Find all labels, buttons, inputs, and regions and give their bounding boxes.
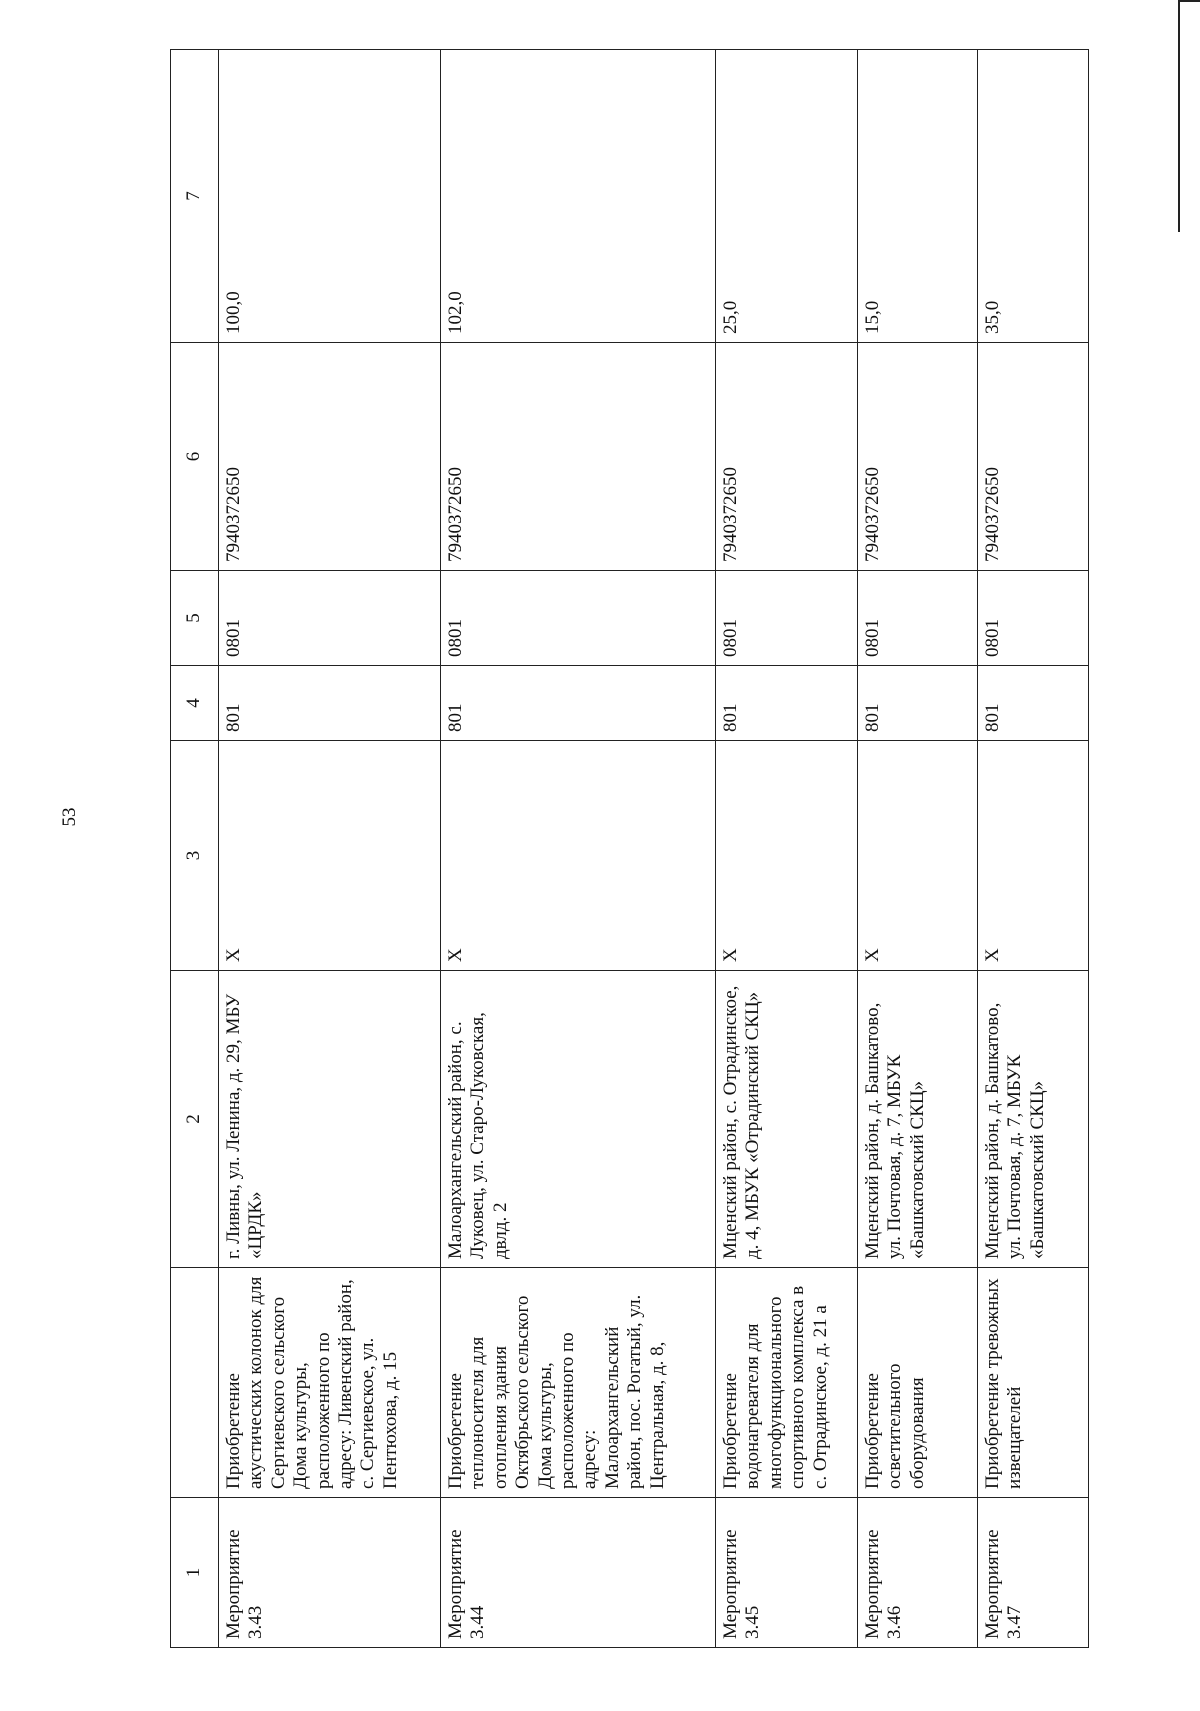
header-col-name xyxy=(171,1268,219,1498)
row-id: Мероприятие 3.47 xyxy=(978,1498,1089,1648)
row-col6: 7940372650 xyxy=(441,343,716,571)
row-col3: X xyxy=(219,741,441,971)
header-col-7: 7 xyxy=(171,50,219,343)
row-col5: 0801 xyxy=(978,571,1089,666)
header-col-3: 3 xyxy=(171,741,219,971)
row-col4: 801 xyxy=(858,666,978,741)
row-address: Мценский район, д. Башкатово, ул. Почтовая, д. 7, МБУК «Башкатовский СКЦ» xyxy=(978,971,1089,1268)
row-col7: 102,0 xyxy=(441,50,716,343)
row-col4: 801 xyxy=(978,666,1089,741)
row-col6: 7940372650 xyxy=(858,343,978,571)
table-row xyxy=(858,50,978,1648)
measures-table-rotated xyxy=(170,50,1088,1648)
row-name: Приобретение теплоносителя для отопления здания Октябрьского сельского Дома культуры, расположенного по адресу: Малоархангельский район, пос. Рогатый, ул. Центральная, д. 8, xyxy=(441,1268,716,1498)
header-col-2: 2 xyxy=(171,971,219,1268)
row-name: Приобретение акустических колонок для Сергиевского сельского Дома культуры, расположенного по адресу: Ливенский район, с. Сергиевское, ул. Пентюхова, д. 15 xyxy=(219,1268,441,1498)
row-col6: 7940372650 xyxy=(219,343,441,571)
header-col-6: 6 xyxy=(171,343,219,571)
row-col5: 0801 xyxy=(441,571,716,666)
row-col6: 7940372650 xyxy=(716,343,858,571)
row-col4: 801 xyxy=(441,666,716,741)
row-col5: 0801 xyxy=(858,571,978,666)
row-address: Мценский район, с. Отрадинское, д. 4, МБУК «Отрадинский СКЦ» xyxy=(716,971,858,1268)
corner-crop-mark xyxy=(1178,0,1200,232)
row-col6: 7940372650 xyxy=(978,343,1089,571)
row-id: Мероприятие 3.46 xyxy=(858,1498,978,1648)
row-col5: 0801 xyxy=(219,571,441,666)
row-col5: 0801 xyxy=(716,571,858,666)
table-row xyxy=(716,50,858,1648)
row-col7: 25,0 xyxy=(716,50,858,343)
row-address: Малоархангельский район, с. Луковец, ул. Старо-Луковская, двлд. 2 xyxy=(441,971,716,1268)
row-col3: X xyxy=(858,741,978,971)
row-id: Мероприятие 3.43 xyxy=(219,1498,441,1648)
row-col3: X xyxy=(716,741,858,971)
row-name: Приобретение тревожных извещателей xyxy=(978,1268,1089,1498)
row-id: Мероприятие 3.45 xyxy=(716,1498,858,1648)
row-name: Приобретение водонагревателя для многофункционального спортивного комплекса в с. Отрадинское, д. 21 а xyxy=(716,1268,858,1498)
header-col-1: 1 xyxy=(171,1498,219,1648)
row-address: Мценский район, д. Башкатово, ул. Почтовая, д. 7, МБУК «Башкатовский СКЦ» xyxy=(858,971,978,1268)
header-col-4: 4 xyxy=(171,666,219,741)
measures-table xyxy=(170,49,1089,1648)
row-address: г. Ливны, ул. Ленина, д. 29, МБУ «ЦРДК» xyxy=(219,971,441,1268)
row-col3: X xyxy=(441,741,716,971)
table-row xyxy=(219,50,441,1648)
page-number: 53 xyxy=(59,807,80,827)
table-row xyxy=(978,50,1089,1648)
row-col4: 801 xyxy=(219,666,441,741)
row-name: Приобретение осветительного оборудования xyxy=(858,1268,978,1498)
table-header-row xyxy=(171,50,219,1648)
row-col7: 35,0 xyxy=(978,50,1089,343)
header-col-5: 5 xyxy=(171,571,219,666)
table-row xyxy=(441,50,716,1648)
row-col7: 100,0 xyxy=(219,50,441,343)
row-col4: 801 xyxy=(716,666,858,741)
row-col3: X xyxy=(978,741,1089,971)
row-id: Мероприятие 3.44 xyxy=(441,1498,716,1648)
row-col7: 15,0 xyxy=(858,50,978,343)
